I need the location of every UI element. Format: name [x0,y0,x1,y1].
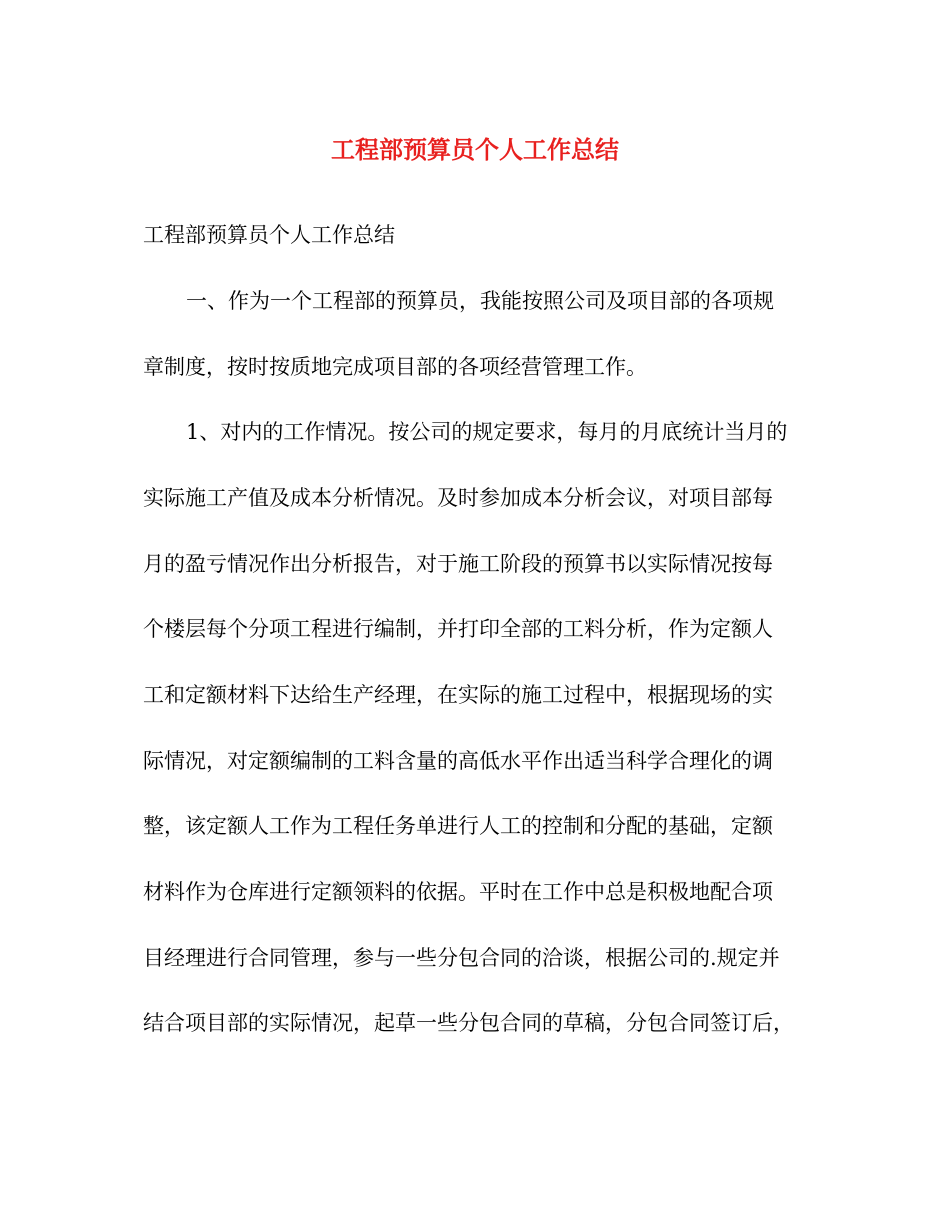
document-subtitle: 工程部预算员个人工作总结 [143,223,395,247]
paragraph-2-line-10: 结合项目部的实际情况，起草一些分包合同的草稿，分包合同签订后， [143,1011,794,1035]
paragraph-2-line-2: 实际施工产值及成本分析情况。及时参加成本分析会议，对项目部每 [143,486,773,510]
paragraph-2-line-1: 1、对内的工作情况。按公司的规定要求，每月的月底统计当月的 [186,420,788,444]
paragraph-2-line-7: 整，该定额人工作为工程任务单进行人工的控制和分配的基础，定额 [143,814,773,838]
document-title: 工程部预算员个人工作总结 [331,135,619,164]
paragraph-2-line-4: 个楼层每个分项工程进行编制，并打印全部的工料分析，作为定额人 [143,617,773,641]
paragraph-2-line-9: 目经理进行合同管理，参与一些分包合同的洽谈，根据公司的.规定并 [143,946,780,970]
paragraph-1-line-1: 一、作为一个工程部的预算员，我能按照公司及项目部的各项规 [186,289,774,313]
paragraph-1-line-2: 章制度，按时按质地完成项目部的各项经营管理工作。 [143,355,647,379]
paragraph-2-line-5: 工和定额材料下达给生产经理，在实际的施工过程中，根据现场的实 [143,683,773,707]
paragraph-2-line-8: 材料作为仓库进行定额领料的依据。平时在工作中总是积极地配合项 [143,880,773,904]
paragraph-2-line-3: 月的盈亏情况作出分析报告，对于施工阶段的预算书以实际情况按每 [143,552,773,576]
paragraph-2-line-6: 际情况，对定额编制的工料含量的高低水平作出适当科学合理化的调 [143,749,773,773]
